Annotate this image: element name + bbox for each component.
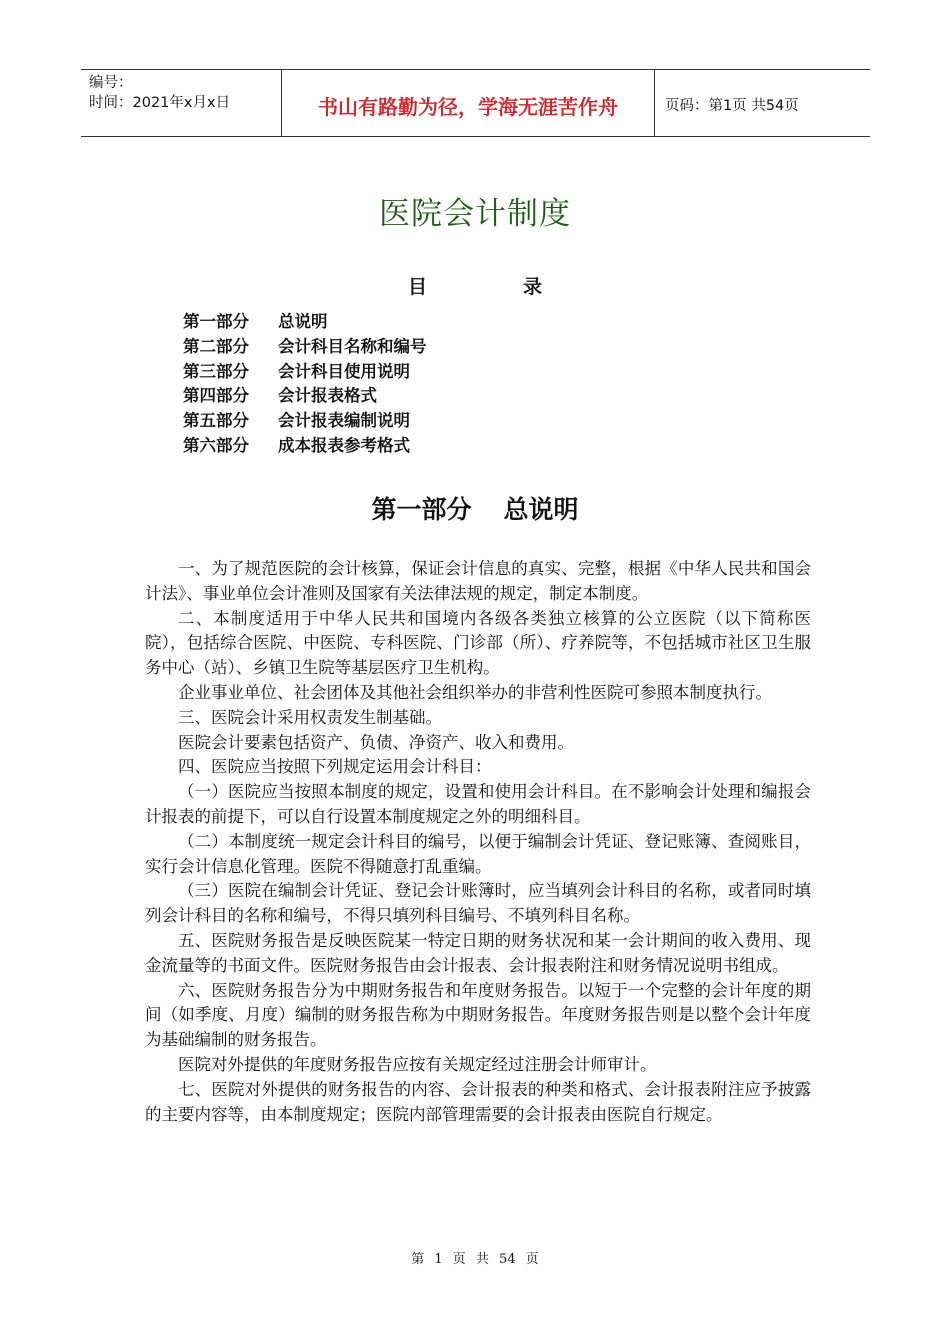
header-meta-cell bbox=[81, 70, 282, 136]
paragraph: 医院对外提供的年度财务报告应按有关规定经过注册会计师审计。 bbox=[178, 1054, 657, 1074]
header-page-info: 页码：第1页 共54页 bbox=[665, 97, 799, 114]
toc-item-name: 成本报表参考格式 bbox=[278, 435, 410, 455]
toc-item[interactable] bbox=[183, 360, 427, 385]
toc-item-part: 第三部分 bbox=[183, 361, 249, 381]
paragraph: 三、医院会计采用权责发生制基础。 bbox=[178, 707, 442, 727]
paragraph: 一、为了规范医院的会计核算，保证会计信息的真实、完整，根据《中华人民共和国会计法》、事业单位会计准则及国家有关法律法规的规定，制定本制度。 bbox=[145, 559, 811, 603]
paragraph: （一）医院应当按照本制度的规定，设置和使用会计科目。在不影响会计处理和编报会计报表的前提下，可以自行设置本制度规定之外的明细科目。 bbox=[145, 782, 811, 826]
paragraph: 五、医院财务报告是反映医院某一特定日期的财务状况和某一会计期间的收入费用、现金流量等的书面文件。医院财务报告由会计报表、会计报表附注和财务情况说明书组成。 bbox=[145, 930, 811, 975]
toc-item-name: 会计科目名称和编号 bbox=[278, 336, 427, 356]
toc-item[interactable] bbox=[183, 335, 427, 360]
toc-heading bbox=[0, 272, 950, 299]
table-of-contents bbox=[183, 310, 427, 459]
paragraph: 四、医院应当按照下列规定运用会计科目： bbox=[178, 757, 492, 777]
paragraph: （二）本制度统一规定会计科目的编号，以便于编制会计凭证、登记账簿、查阅账目，实行会计信息化管理。医院不得随意打乱重编。 bbox=[145, 831, 811, 876]
page-footer: 第 1 页 共 54 页 bbox=[411, 1252, 539, 1267]
toc-item-part: 第一部分 bbox=[183, 312, 249, 331]
toc-item-name: 会计报表编制说明 bbox=[278, 411, 410, 431]
toc-item-part: 第六部分 bbox=[183, 435, 249, 455]
toc-item[interactable] bbox=[183, 384, 427, 409]
section-name: 总说明 bbox=[503, 495, 579, 524]
paragraph: 二、本制度适用于中华人民共和国境内各级各类独立核算的公立医院（以下简称医院），包括综合医院、中医院、专科医院、门诊部（所）、疗养院等，不包括城市社区卫生服务中心（站）、乡镇卫生院等基层医疗卫生机构。 bbox=[145, 608, 811, 678]
paragraph: 六、医院财务报告分为中期财务报告和年度财务报告。以短于一个完整的会计年度的期间（如季度、月度）编制的财务报告称为中期财务报告。年度财务报告则是以整个会计年度为基础编制的财务报告。 bbox=[145, 980, 811, 1050]
toc-item-name: 总说明 bbox=[278, 312, 328, 331]
document-number-label: 编号： bbox=[89, 75, 133, 91]
toc-heading-right: 录 bbox=[523, 276, 543, 298]
header-table bbox=[81, 69, 870, 137]
section-body bbox=[145, 557, 811, 1127]
paragraph: 医院会计要素包括资产、负债、净资产、收入和费用。 bbox=[178, 732, 574, 752]
header-slogan: 书山有路勤为径，学海无涯苦作舟 bbox=[282, 70, 655, 136]
toc-item[interactable] bbox=[183, 434, 427, 459]
paragraph: 七、医院对外提供的财务报告的内容、会计报表的种类和格式、会计报表附注应予披露的主要内容等，由本制度规定；医院内部管理需要的会计报表由医院自行规定。 bbox=[145, 1079, 811, 1124]
toc-heading-left: 目 bbox=[407, 276, 427, 298]
paragraph: （三）医院在编制会计凭证、登记会计账簿时，应当填列会计科目的名称，或者同时填列会计科目的名称和编号，不得只填列科目编号、不填列科目名称。 bbox=[145, 881, 811, 926]
section-part: 第一部分 bbox=[371, 495, 472, 524]
toc-item-name: 会计科目使用说明 bbox=[278, 361, 410, 381]
toc-item[interactable] bbox=[183, 409, 427, 434]
toc-item-part: 第四部分 bbox=[183, 386, 249, 406]
toc-item-part: 第五部分 bbox=[183, 411, 249, 431]
document-title: 医院会计制度 bbox=[379, 196, 571, 232]
toc-item-part: 第二部分 bbox=[183, 336, 249, 356]
paragraph: 企业事业单位、社会团体及其他社会组织举办的非营利性医院可参照本制度执行。 bbox=[178, 682, 772, 702]
toc-item-name: 会计报表格式 bbox=[278, 386, 377, 406]
document-time-label: 时间：2021年x月x日 bbox=[89, 95, 231, 111]
section-title bbox=[0, 490, 950, 526]
toc-item[interactable] bbox=[183, 310, 427, 335]
